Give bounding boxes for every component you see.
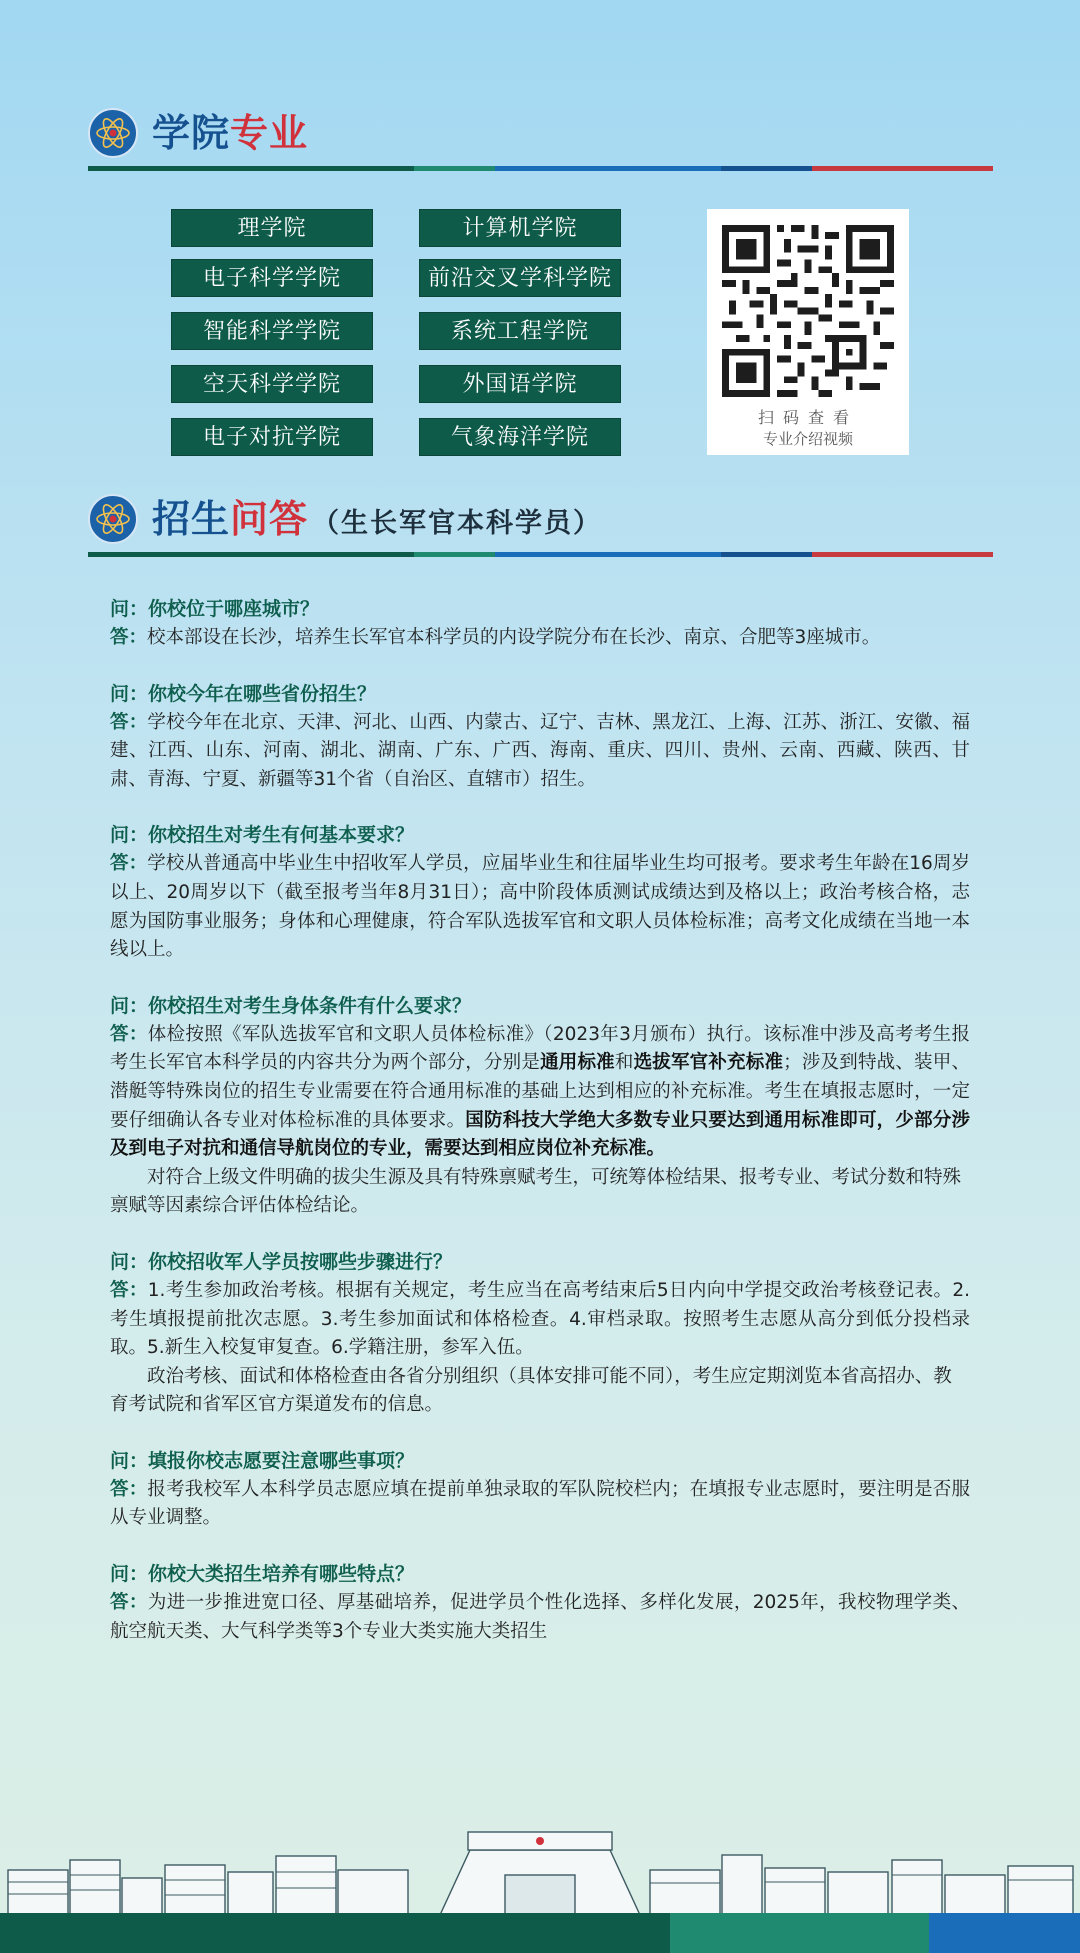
major-foreign-languages[interactable]: 外国语学院 bbox=[419, 365, 621, 403]
faq-answer: 答：校本部设在长沙，培养生长军官本科学员的内设学院分布在长沙、南京、合肥等3座城市。 bbox=[110, 627, 881, 648]
faq-answer: 答：1.考生参加政治考核。根据有关规定，考生应当在高考结束后5日内向中学提交政治考核登记表。2.考生填报提前批次志愿。3.考生参加面试和体格检查。4.审档录取。按照考生志愿从高分到低分投档录取。5.新生入校复审复查。6.学籍注册，参军入伍。 bbox=[110, 1279, 970, 1359]
answer-label: 答： bbox=[110, 1023, 148, 1045]
section-header-faq bbox=[88, 494, 993, 560]
faq-answer-extra: 对符合上级文件明确的拔尖生源及具有特殊禀赋考生，可统筹体检结果、报考专业、考试分数和特殊禀赋等因素综合评估体检结论。 bbox=[110, 1166, 962, 1217]
faq-item bbox=[110, 1447, 970, 1533]
faq-question: 问：你校位于哪座城市？ bbox=[110, 598, 320, 620]
campus-skyline-illustration bbox=[0, 1820, 1080, 1918]
qr-caption-video: 专业介绍视频 bbox=[762, 430, 853, 448]
faq-answer: 答：学校今年在北京、天津、河北、山西、内蒙古、辽宁、吉林、黑龙江、上海、江苏、浙江、安徽、福建、江西、山东、河南、湖北、湖南、广东、广西、海南、重庆、四川、贵州、云南、西藏、陕西、甘肃、青海、宁夏、新疆等31个省（自治区、直辖市）招生。 bbox=[110, 711, 970, 790]
faq-answer: 答：报考我校军人本科学员志愿应填在提前单独录取的军队院校栏内；在填报专业志愿时，要注明是否服从专业调整。 bbox=[110, 1478, 970, 1529]
university-emblem-icon bbox=[88, 108, 138, 158]
answer-label: 答： bbox=[110, 1279, 148, 1301]
faq-item bbox=[110, 992, 970, 1221]
answer-label: 答： bbox=[110, 627, 148, 648]
footer-bar bbox=[0, 1913, 1080, 1953]
answer-label: 答： bbox=[110, 1592, 148, 1614]
faq-answer-extra: 政治考核、面试和体格检查由各省分别组织（具体安排可能不同），考生应定期浏览本省高招办、教育考试院和省军区官方渠道发布的信息。 bbox=[110, 1365, 952, 1416]
major-frontier-interdisciplinary[interactable]: 前沿交叉学科学院 bbox=[419, 259, 621, 297]
answer-label: 答： bbox=[110, 853, 148, 875]
faq-list bbox=[110, 595, 970, 1673]
section-title-majors: 学院专业 bbox=[152, 111, 309, 155]
qr-code-icon[interactable] bbox=[722, 225, 894, 397]
faq-question: 问：你校今年在哪些省份招生？ bbox=[110, 682, 377, 705]
faq-question: 问：你校大类招生培养有哪些特点？ bbox=[110, 1563, 415, 1586]
faq-item bbox=[110, 595, 970, 653]
university-emblem-icon bbox=[88, 494, 138, 544]
qr-card[interactable] bbox=[707, 209, 909, 455]
major-aerospace-science[interactable]: 空天科学学院 bbox=[171, 365, 373, 403]
major-meteorology-oceanography[interactable]: 气象海洋学院 bbox=[419, 418, 621, 456]
major-electronic-science[interactable]: 电子科学学院 bbox=[171, 259, 373, 297]
faq-item bbox=[110, 1248, 970, 1420]
faq-question: 问：你校招生对考生有何基本要求？ bbox=[110, 824, 415, 847]
faq-answer: 答：为进一步推进宽口径、厚基础培养，促进学员个性化选择、多样化发展，2025年，我校物理学类、航空航天类、大气科学类等3个专业大类实施大类招生 bbox=[110, 1592, 970, 1642]
faq-question: 问：你校招收军人学员按哪些步骤进行？ bbox=[110, 1250, 453, 1273]
major-intelligence-science[interactable]: 智能科学学院 bbox=[171, 312, 373, 350]
faq-answer: 答：学校从普通高中毕业生中招收军人学员，应届毕业生和往届毕业生均可报考。要求考生年龄在16周岁以上、20周岁以下（截至报考当年8月31日）；高中阶段体质测试成绩达到及格以上；政治考核合格，志愿为国防事业服务；身体和心理健康，符合军队选拔军官和文职人员体检标准；高考文化成绩在当地一本线以上。 bbox=[110, 853, 970, 961]
major-systems-engineering[interactable]: 系统工程学院 bbox=[419, 312, 621, 350]
major-electronic-countermeasures[interactable]: 电子对抗学院 bbox=[171, 418, 373, 456]
section-header-majors bbox=[88, 108, 993, 174]
answer-label: 答： bbox=[110, 711, 148, 733]
section-title-faq: 招生问答 （生长军官本科学员） bbox=[152, 497, 603, 541]
faq-item bbox=[110, 680, 970, 795]
faq-answer: 答：体检按照《军队选拔军官和文职人员体检标准》（2023年3月颁布）执行。该标准中涉及高考考生报考生长军官本科学员的内容共分为两个部分，分别是通用标准和选拔军官补充标准；涉及到特战、装甲、潜艇等特殊岗位的招生专业需要在符合通用标准的基础上达到相应的补充标准。考生在填报志愿时，一定要仔细确认各专业对体检标准的具体要求。国防科技大学绝大多数专业只要达到通用标准即可，少部分涉及到电子对抗和通信导航岗位的专业，需要达到相应岗位补充标准。 bbox=[110, 1023, 970, 1160]
faq-item bbox=[110, 821, 970, 964]
qr-caption-scan: 扫码查看 bbox=[757, 408, 858, 427]
major-science[interactable]: 理学院 bbox=[171, 209, 373, 247]
major-computer[interactable]: 计算机学院 bbox=[419, 209, 621, 247]
answer-label: 答： bbox=[110, 1478, 148, 1500]
divider-stripe bbox=[88, 552, 993, 557]
faq-question: 问：你校招生对考生身体条件有什么要求？ bbox=[110, 994, 472, 1017]
faq-question: 问：填报你校志愿要注意哪些事项？ bbox=[110, 1449, 415, 1472]
majors-grid bbox=[171, 209, 631, 459]
faq-item bbox=[110, 1560, 970, 1646]
divider-stripe bbox=[88, 166, 993, 171]
